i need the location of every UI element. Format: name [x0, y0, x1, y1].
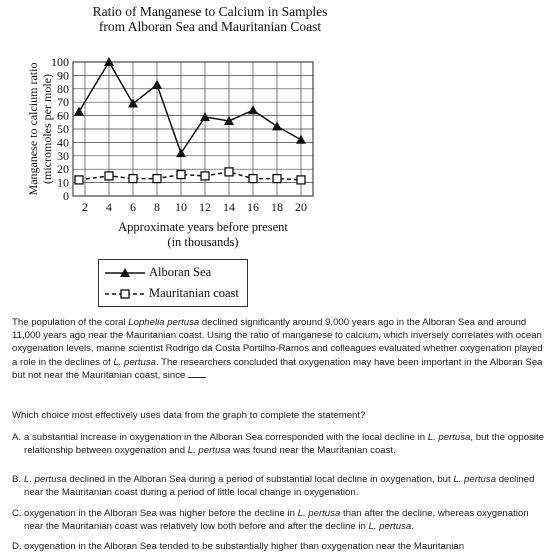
x-tick-label: 12 — [199, 200, 211, 214]
choice-letter: B. — [12, 474, 22, 485]
chart-legend — [98, 259, 248, 307]
data-point-triangle — [296, 135, 306, 144]
x-tick-label: 14 — [223, 200, 235, 214]
choice-body: a substantial increase in oxygenation in the Alboran Sea corresponded with the local decline in L. pertusa, but the opposite relationship between oxygenation and L. pertusa was found near the Mauritanian coast. — [24, 432, 545, 456]
legend-item-alboran — [99, 265, 247, 281]
x-axis-label: Approximate years before present — [118, 220, 288, 234]
y-axis-label: Manganese to calcium ratio — [26, 62, 40, 196]
data-point-square — [273, 175, 281, 183]
choice-letter: D. — [12, 541, 22, 552]
passage-part-2: declined significantly around 9,000 years ago in the Alboran Sea and around 11,000 years ago near the Mauritanian coast. Using the ratio of manganese to calcium, which inversely correlates with ocean oxygenation levels, marine scientist Rodrigo da Costa Portilho-Ramos and colleagues evaluated whether oxygenation played a role in the declines of — [12, 317, 543, 368]
choice-body: oxygenation in the Alboran Sea tended to be substantially higher than oxygenation near the Mauritanian — [24, 541, 465, 552]
passage-part-3: . The researchers concluded that oxygenation may have been important in the Alboran Sea but not near the Mauritanian coast, since — [12, 356, 543, 381]
y-tick-label: 0 — [63, 189, 69, 203]
line-chart — [0, 0, 555, 260]
data-point-triangle — [152, 80, 162, 89]
y-tick-label: 100 — [51, 55, 69, 69]
y-tick-label: 50 — [57, 122, 69, 136]
data-point-square — [153, 175, 161, 183]
x-tick-label: 4 — [106, 200, 112, 214]
y-tick-label: 20 — [57, 162, 69, 177]
legend-label-alboran: Alboran Sea — [149, 265, 212, 279]
legend-square-dashed-icon — [103, 287, 147, 301]
x-tick-label: 10 — [175, 200, 187, 214]
data-point-square — [177, 171, 185, 179]
data-point-triangle — [248, 105, 258, 114]
choice-letter: A. — [12, 432, 22, 443]
chart-title-line-1: Ratio of Manganese to Calcium in Samples — [92, 4, 328, 19]
y-tick-label: 10 — [57, 175, 69, 190]
legend-triangle-line-icon — [103, 266, 147, 280]
question-text: Which choice most effectively uses data from the graph to complete the statement? — [12, 410, 366, 421]
x-tick-label: 6 — [130, 200, 136, 214]
data-point-square — [225, 168, 233, 176]
chart-title-line-2: from Alboran Sea and Mauritanian Coast — [98, 19, 322, 34]
choice-letter: C. — [12, 508, 22, 519]
x-tick-label: 18 — [271, 200, 283, 214]
passage-species-short: L. pertusa — [113, 356, 157, 368]
y-tick-label: 90 — [57, 68, 69, 83]
x-axis-label: (in thousands) — [167, 235, 239, 249]
y-tick-label: 40 — [57, 135, 69, 150]
data-point-square — [201, 172, 209, 180]
x-tick-label: 8 — [154, 200, 160, 214]
y-tick-label: 70 — [57, 95, 69, 110]
x-tick-label: 2 — [82, 200, 88, 214]
data-point-square — [105, 172, 113, 180]
data-point-square — [249, 175, 257, 183]
x-tick-label: 20 — [295, 200, 307, 214]
legend-label-mauritanian: Mauritanian coast — [149, 286, 239, 300]
choice-body: oxygenation in the Alboran Sea was higher before the decline in L. pertusa than after the decline, whereas oxygenation near the Mauritanian coast was relatively low both before and after the decline in L. pertusa. — [24, 508, 529, 532]
legend-item-mauritanian — [99, 286, 247, 302]
choice-body: L. pertusa declined in the Alboran Sea during a period of substantial local decline in oxygenation, but L. pertusa declined near the Mauritanian coast during a period of little local change in oxygenation. — [24, 474, 535, 498]
data-point-triangle — [200, 112, 210, 121]
x-tick-label: 16 — [247, 200, 259, 214]
data-point-square — [297, 176, 305, 184]
passage-text — [12, 316, 547, 382]
y-tick-label: 60 — [57, 108, 69, 123]
y-tick-label: 30 — [57, 148, 69, 163]
y-tick-label: 80 — [57, 81, 69, 96]
answer-blank — [188, 369, 206, 378]
data-point-triangle — [176, 148, 186, 157]
passage-species: Lophelia pertusa — [128, 317, 200, 328]
data-point-triangle — [74, 107, 84, 116]
passage-part-1: The population of the coral — [12, 317, 129, 328]
y-axis-label: (micromoles per mole) — [40, 74, 54, 184]
data-point-square — [129, 175, 137, 183]
data-point-square — [75, 176, 83, 184]
data-point-triangle — [272, 121, 282, 130]
